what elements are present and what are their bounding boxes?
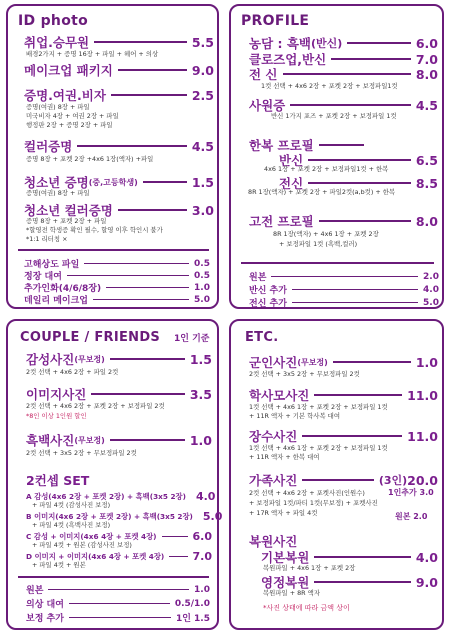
extra-row: 원본 2.0 bbox=[249, 271, 439, 283]
profile-panel: PROFILE 농담 : 흑백 (반신) 6.0 클로즈업,반신 7.0 전 신 8.0 1컷 선택 + 4x6 2장 + 포켓 2장 + 보정파일1컷 사원증 4.5 반신 1가지 포즈 + 포켓 2장 + 보정파일 1컷 한복 프로필 반신 6.5 4x6 1장 + 포켓 2장 + 보정파일1컷 + 한복 전신 8.5 8R 1장(액자) + 포켓 2장 + 파일2컷(a,b컷) + 한복 고전 프로필 8.0 8R 1장(액자) + 4x6 1장 + 포켓 2장 + 보정파일 1컷 (흑백,컬러) 원본 2.0 반신 추가 4.0 전신 추가 5.0 bbox=[229, 4, 444, 309]
set-row: A 감성(4x6 2장 + 포켓 2장) + 흑백(3x5 2장) 4.0 bbox=[26, 490, 216, 503]
etc-panel: ETC. 군인사진 (무보정) 1.0 2컷 선택 + 3x5 2장 + 무보정파일 2컷 학사모사진 11.0 1컷 선택 + 4x6 1장 + 포켓 2장 + 보정파일 1컷 + 11R 액자 + 기본 학사복 대여 장수사진 11.0 1컷 선택 + 4x6 1장 + 포켓 2장 + 보정파일 1컷 + 11R 액자 + 한복 대여 가족사진 (3인) 20.0 2컷 선택 + 4x6 2장 + 포켓사진(인원수) 1인추가 3.0 + 보정파일 1컷/파티 1컷(무보정) + 포켓사진 + 17R 액자 + 파일 4컷 원본 2.0 복원사진 기본복원 4.0 복원파일 + 4x6 1장 + 포켓 2장 영정복원 9.0 복원파일 + 8R 액자 *사진 상태에 따라 금액 상이 bbox=[229, 319, 444, 630]
price-row: 취업.승무원 5.5 bbox=[24, 34, 214, 50]
price-row: 기본복원 4.0 bbox=[261, 549, 438, 565]
price-row: 흑백사진 (무보정) 1.0 bbox=[26, 432, 212, 448]
price-row: 감성사진 (무보정) 1.5 bbox=[26, 351, 212, 367]
extra-row: 추가인화(4/6/8장) 1.0 bbox=[24, 282, 210, 294]
price-row: 청소년 컬러증명 3.0 bbox=[24, 202, 214, 218]
price-row: 고전 프로필 8.0 bbox=[249, 213, 438, 229]
set-row: C 감성 + 이미지(4x6 4장 + 포켓 4장) 6.0 bbox=[26, 530, 212, 543]
price-row: 전 신 8.0 bbox=[249, 66, 438, 82]
price-row: 장수사진 11.0 bbox=[249, 428, 438, 444]
extra-row: 의상 대여 0.5/1.0 bbox=[26, 598, 210, 610]
price-row: 학사모사진 11.0 bbox=[249, 387, 438, 403]
set-row: D 이미지 + 이미지(4x6 4장 + 포켓 4장) 7.0 bbox=[26, 550, 212, 563]
panel-title: ETC. bbox=[245, 330, 279, 345]
price-row: 전신 8.5 bbox=[279, 175, 438, 191]
extra-row: 반신 추가 4.0 bbox=[249, 284, 439, 296]
price-row: 농담 : 흑백 (반신) 6.0 bbox=[249, 35, 438, 51]
price-row: 증명.여권.비자 2.5 bbox=[24, 87, 214, 103]
price-row: 컬러증명 4.5 bbox=[24, 138, 214, 154]
panel-title: PROFILE bbox=[241, 13, 310, 29]
extra-row: 원본 1.0 bbox=[26, 584, 210, 596]
price-row: 청소년 증명 (중,고등학생) 1.5 bbox=[24, 174, 214, 190]
set-row: B 이미지(4x6 2장 + 포켓 2장) + 흑백(3x5 2장) 5.0 bbox=[26, 510, 223, 523]
couple-friends-panel: COUPLE / FRIENDS 1인 기준 감성사진 (무보정) 1.5 2컷 선택 + 4x6 2장 + 파일 2컷 이미지사진 3.5 2컷 선택 + 4x6 2장 + 포켓 2장 + 보정파일 2컷 *8인 이상 1인원 할인 흑백사진 (무보정) 1.0 2컷 선택 + 3x5 2장 + 무보정파일 2컷 2컨셉 SET A 감성(4x6 2장 + 포켓 2장) + 흑백(3x5 2장) 4.0 + 파일 4컷 (감성사진 보정) B 이미지(4x6 2장 + 포켓 2장) + 흑백(3x5 2장) 5.0 + 파일 4컷 (흑백사진 보정) C 감성 + 이미지(4x6 4장 + 포켓 4장) 6.0 + 파일 4컷 + 원본 (감성사진 보정) D 이미지 + 이미지(4x6 4장 + 포켓 4장) 7.0 + 파일 4컷 + 원본 원본 1.0 의상 대여 0.5/1.0 보정 추가 1인 1.5 bbox=[6, 319, 219, 630]
panel-title: COUPLE / FRIENDS bbox=[20, 330, 161, 345]
panel-title: ID photo bbox=[18, 13, 89, 29]
divider bbox=[18, 576, 209, 578]
set-title: 2컨셉 SET bbox=[26, 473, 90, 488]
divider bbox=[18, 249, 209, 251]
divider bbox=[241, 262, 434, 264]
restoration-heading: 복원사진 bbox=[249, 534, 298, 549]
id-photo-panel: ID photo 취업.승무원 5.5 배경2가지 + 증명 16장 + 파일 + 헤어 + 의상 메이크업 패키지 9.0 증명.여권.비자 2.5 증명(여권) 8장 + 파일 미국비자 4장 + 여권 2장 + 파일 행정판 2장 + 증명 2장 + 파일 컬러증명 4.5 증명 8장 + 포켓 2장 +4x6 1장(액자) +파일 청소년 증명 (중,고등학생) 1.5 증명(여권) 8장 + 파일 청소년 컬러증명 3.0 증명 8장 + 포켓 2장 + 파일 *할영전 학생증 확인 필수, 할영 이후 학인시 불가 *1:1 리터칭 × 고해상도 파일 0.5 정장 대여 0.5 추가인화(4/6/8장) 1.0 데일리 메이크업 5.0 bbox=[6, 4, 219, 309]
price-row: 사원증 4.5 bbox=[249, 97, 438, 113]
price-row: 이미지사진 3.5 bbox=[26, 386, 212, 402]
price-row: 한복 프로필 bbox=[249, 136, 369, 154]
per-person-label: 1인 기준 bbox=[174, 334, 210, 344]
price-row: 군인사진 (무보정) 1.0 bbox=[249, 354, 438, 370]
extra-row: 데일리 메이크업 5.0 bbox=[24, 294, 210, 306]
price-row: 영정복원 9.0 bbox=[261, 574, 438, 590]
price-row: 메이크업 패키지 9.0 bbox=[24, 62, 214, 78]
price-row: 반신 6.5 bbox=[279, 152, 438, 168]
extra-row: 보정 추가 1인 1.5 bbox=[26, 614, 210, 624]
extra-row: 고해상도 파일 0.5 bbox=[24, 258, 210, 270]
extra-row: 전신 추가 5.0 bbox=[249, 297, 439, 309]
extra-row: 정장 대여 0.5 bbox=[24, 270, 210, 282]
price-row: 클로즈업,반신 7.0 bbox=[249, 51, 438, 67]
price-row: 가족사진 (3인) 20.0 bbox=[249, 472, 438, 488]
